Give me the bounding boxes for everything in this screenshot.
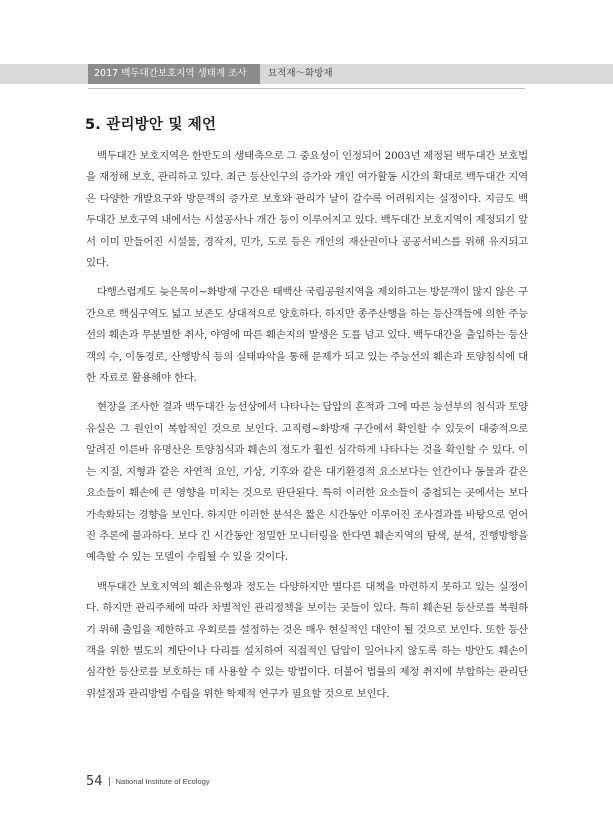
section-title: 묘적재～화방재 [268, 68, 333, 79]
report-title: 2017 백두대간보호지역 생태계 조사 [88, 64, 260, 84]
paragraph: 다행스럽게도 늦은목이~화방재 구간은 태백산 국립공원지역을 제외하고는 방문객이 많지 않은 구간으로 핵심구역도 넓고 보존도 상대적으로 양호하다. 하지만 종주산행을 하는 등산객들에 의한 주능선의 훼손과 무분별한 취사, 야영에 따른 훼손지의 발생은 도를 넘고 있다. 백두대간을 출입하는 등산객의 수, 이동경로, 산행방식 등의 실태파악을 통해 문제가 되고 있는 주능선의 훼손과 토양침식에 대한 자료로 활용해야 한다. [86, 286, 528, 385]
paragraph: 백두대간 보호지역의 훼손유형과 정도는 다양하지만 별다른 대책을 마련하지 못하고 있는 실정이다. 하지만 관리주체에 따라 차별적인 관리정책을 보이는 곳들이 있다. 특히 훼손된 등산로를 복원하기 위해 출입을 제한하고 우회로를 설정하는 것은 매우 현실적인 대안이 될 것으로 보인다. 또한 등산객을 위한 별도의 계단이나 다리를 설치하여 직접적인 답압이 일어나지 않도록 하는 방안도 훼손이 심각한 등산로를 보호하는 데 사용할 수 있는 방법이다. 더불어 법률의 제정 취지에 부합하는 관리단위설정과 관리방법 수립을 위한 학제적 연구가 필요할 것으로 보인다. [86, 580, 528, 700]
footer-divider [109, 777, 110, 786]
paragraph: 백두대간 보호지역은 한반도의 생태축으로 그 중요성이 인정되어 2003년 제정된 백두대간 보호법을 재정해 보호, 관리하고 있다. 최근 등산인구의 증가와 개인 여가활동 시간의 확대로 백두대간 지역은 다양한 개발요구와 방문객의 증가로 보호와 관리가 날이 갈수록 어려워지는 실정이다. 지금도 백두대간 보호구역 내에서는 시설공사나 개간 등이 이루어지고 있다. 백두대간 보호지역이 제정되기 앞서 이미 만들어진 시설물, 경작지, 민가, 도로 등은 개인의 재산권이나 공공서비스를 위해 유지되고 있다. [86, 150, 528, 270]
section-heading: 5. 관리방안 및 제언 [85, 117, 217, 133]
page-number: 54 [86, 773, 103, 789]
page-footer [86, 772, 210, 790]
footer-organization: National Institute of Ecology [115, 776, 210, 786]
body-text [86, 146, 528, 713]
paragraph: 현장을 조사한 결과 백두대간 능선상에서 나타나는 답압의 흔적과 그에 따른 능선부의 침식과 토양유실은 그 원인이 복합적인 것으로 보인다. 고직령~화방재 구간에서 확인할 수 있듯이 대중적으로 알려진 이른바 유명산은 토양침식과 훼손의 정도가 훨씬 심각하게 나타나는 것을 확인할 수 있다. 이는 지질, 지형과 같은 자연적 요인, 기상, 기후와 같은 대기환경적 요소보다는 인간이나 동물과 같은 요소들이 훼손에 큰 영향을 미치는 것으로 판단된다. 특히 이러한 요소들이 중첩되는 곳에서는 보다 가속화되는 경향을 보인다. 하지만 이러한 분석은 짧은 시간동안 이루어진 조사결과를 바탕으로 얻어진 추론에 불과하다. 보다 긴 시간동안 정밀한 모니터링을 한다면 훼손지역의 탐색, 분석, 진행방향을 예측할 수 있는 모델이 수립될 수 있을 것이다. [86, 401, 528, 564]
header-rule [88, 88, 525, 89]
